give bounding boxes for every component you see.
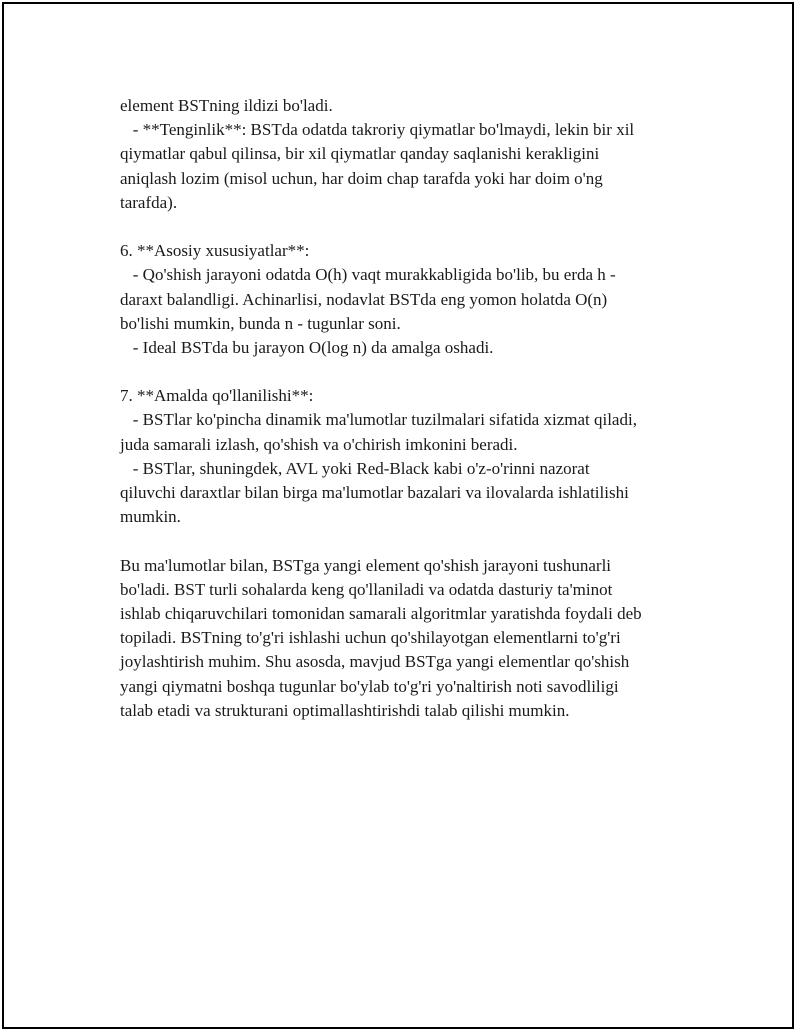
text-line: - BSTlar ko'pincha dinamik ma'lumotlar tuzilmalari sifatida xizmat qiladi, bbox=[120, 410, 637, 430]
text-line: yangi qiymatni boshqa tugunlar bo'ylab to'g'ri yo'naltirish noti savodliligi bbox=[120, 676, 619, 696]
document-page bbox=[2, 2, 794, 1029]
paragraph-spacer bbox=[120, 215, 700, 239]
text-line: juda samarali izlash, qo'shish va o'chirish imkonini beradi. bbox=[120, 434, 518, 454]
paragraph-equality bbox=[120, 94, 700, 215]
paragraph-spacer bbox=[120, 360, 700, 384]
text-line: tarafda). bbox=[120, 192, 178, 212]
text-line: element BSTning ildizi bo'ladi. bbox=[120, 96, 333, 115]
text-line: - Ideal BSTda bu jarayon O(log n) da amalga oshadi. bbox=[120, 337, 494, 357]
text-line: bo'lishi mumkin, bunda n - tugunlar soni. bbox=[120, 313, 401, 333]
text-line: - **Tenginlik**: BSTda odatda takroriy qiymatlar bo'lmaydi, lekin bir xil bbox=[120, 120, 635, 140]
document-body bbox=[120, 94, 700, 723]
text-line: talab etadi va strukturani optimallashtirishdi talab qilishi mumkin. bbox=[120, 700, 570, 720]
text-line: - BSTlar, shuningdek, AVL yoki Red-Black kabi o'z-o'rinni nazorat bbox=[120, 458, 590, 478]
text-line: mumkin. bbox=[120, 507, 181, 527]
text-line: Bu ma'lumotlar bilan, BSTga yangi element qo'shish jarayoni tushunarli bbox=[120, 555, 612, 575]
text-line: daraxt balandligi. Achinarlisi, nodavlat BSTda eng yomon holatda O(n) bbox=[120, 289, 608, 309]
text-line: aniqlash lozim (misol uchun, har doim chap tarafda yoki har doim o'ng bbox=[120, 168, 603, 188]
text-line: - Qo'shish jarayoni odatda O(h) vaqt murakkabligida bo'lib, bu erda h - bbox=[120, 265, 616, 285]
section-7-practical-use bbox=[120, 384, 700, 529]
section-heading: 7. **Amalda qo'llanilishi**: bbox=[120, 386, 314, 406]
text-line: qiluvchi daraxtlar bilan birga ma'lumotlar bazalari va ilovalarda ishlatilishi bbox=[120, 483, 629, 502]
text-line: bo'ladi. BST turli sohalarda keng qo'llaniladi va odatda dasturiy ta'minot bbox=[120, 579, 613, 599]
section-heading: 6. **Asosiy xususiyatlar**: bbox=[120, 241, 310, 261]
paragraph-conclusion bbox=[120, 554, 700, 723]
paragraph-spacer bbox=[120, 529, 700, 553]
section-6-main-properties bbox=[120, 239, 700, 360]
text-line: ishlab chiqaruvchilari tomonidan samarali algoritmlar yaratishda foydali deb bbox=[120, 603, 642, 623]
text-line: topiladi. BSTning to'g'ri ishlashi uchun qo'shilayotgan elementlarni to'g'ri bbox=[120, 628, 621, 648]
text-line: qiymatlar qabul qilinsa, bir xil qiymatlar qanday saqlanishi kerakligini bbox=[120, 144, 600, 164]
text-line: joylashtirish muhim. Shu asosda, mavjud BSTga yangi elementlar qo'shish bbox=[120, 652, 630, 672]
